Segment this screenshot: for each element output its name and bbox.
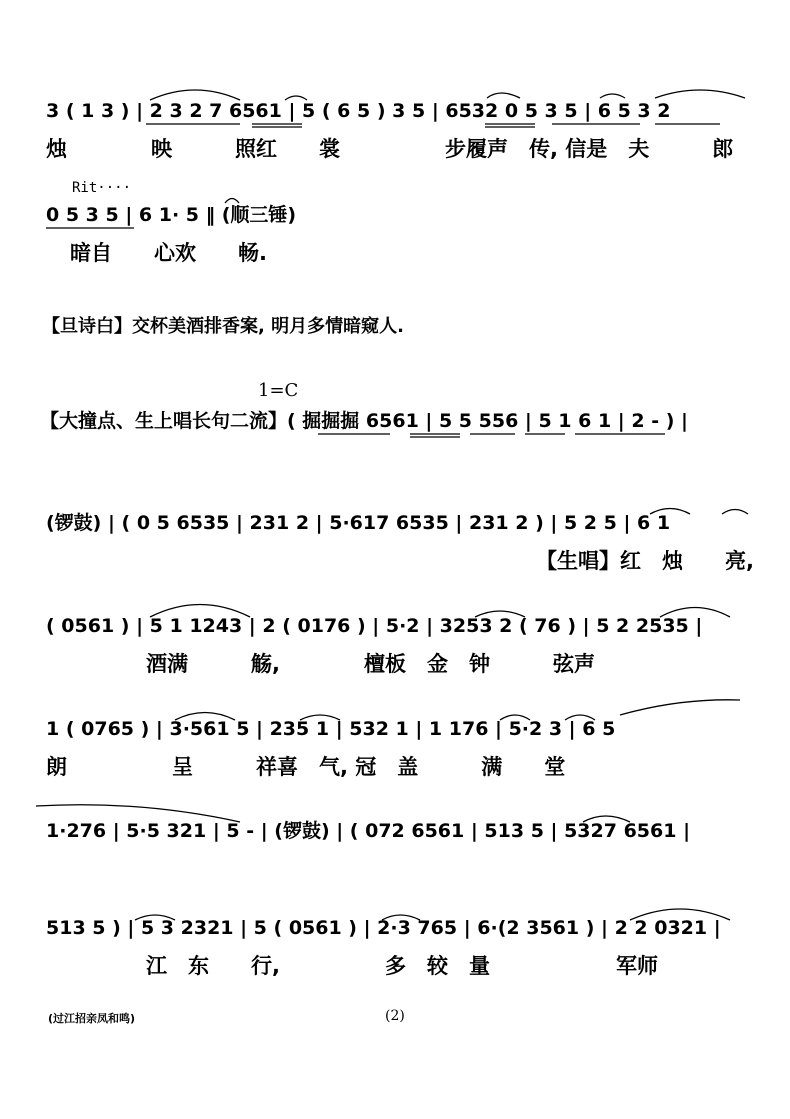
lyric-line-6: 朗 呈 祥喜 气, 冠 盖 满 堂 <box>46 755 566 779</box>
notation-line-4: (锣鼓) | ( 0 5 6535 | 231 2 | 5·617 6535 | 231 2 ) | 5 2 5 | 6 1 <box>46 512 671 534</box>
notation-line-5: ( 0561 ) | 5 1 1243 | 2 ( 0176 ) | 5·2 | 3253 2 ( 76 ) | 5 2 2535 | <box>46 615 703 637</box>
notation-line-6: 1 ( 0765 ) | 3·561 5 | 235 1 | 532 1 | 1 176 | 5·2 3 | 6 5 <box>46 718 616 740</box>
spoken-verse: 【旦诗白】交杯美酒排香案, 明月多情暗窥人. <box>42 316 404 337</box>
lyric-line-4: 【生唱】红 烛 亮, <box>536 549 754 573</box>
footer-title: (过江招亲凤和鸣) <box>48 1012 136 1025</box>
lyric-line-2: 暗自 心欢 畅. <box>70 241 267 265</box>
key-signature: 1=C <box>258 380 299 401</box>
slur-mark <box>620 700 740 715</box>
slur-mark <box>655 90 745 98</box>
notation-line-3: 【大撞点、生上唱长句二流】( 掘掘掘 6561 | 5 5 556 | 5 1 6 1 | 2 - ) | <box>40 410 688 432</box>
fermata-mark <box>225 199 239 204</box>
page-number: (2) <box>385 1008 405 1024</box>
lyric-line-8: 江 东 行, 多 较 量 军师 <box>146 954 658 978</box>
notation-line-8: 513 5 ) | 5 3 2321 | 5 ( 0561 ) | 2·3 765 | 6·(2 3561 ) | 2 2 0321 | <box>46 917 721 939</box>
slur-mark <box>487 93 520 98</box>
slur-mark <box>600 94 625 98</box>
lyric-line-1: 烛 映 照红 裳 步履声 传, 信是 夫 郎 <box>46 137 734 161</box>
lyric-line-5: 酒满 觞, 檀板 金 钟 弦声 <box>146 652 595 676</box>
notation-line-7: 1·276 | 5·5 321 | 5 - | (锣鼓) | ( 072 6561 | 513 5 | 5327 6561 | <box>46 820 691 842</box>
notation-line-2: 0 5 3 5 | 6 1· 5 ‖ (顺三锤) <box>46 204 297 226</box>
ritardando-mark: Rit···· <box>72 180 132 196</box>
slur-mark <box>150 90 240 100</box>
notation-line-1: 3 ( 1 3 ) | 2 3 2 7 6561 | 5 ( 6 5 ) 3 5 | 6532 0 5 3 5 | 6 5 3 2 <box>46 100 671 122</box>
